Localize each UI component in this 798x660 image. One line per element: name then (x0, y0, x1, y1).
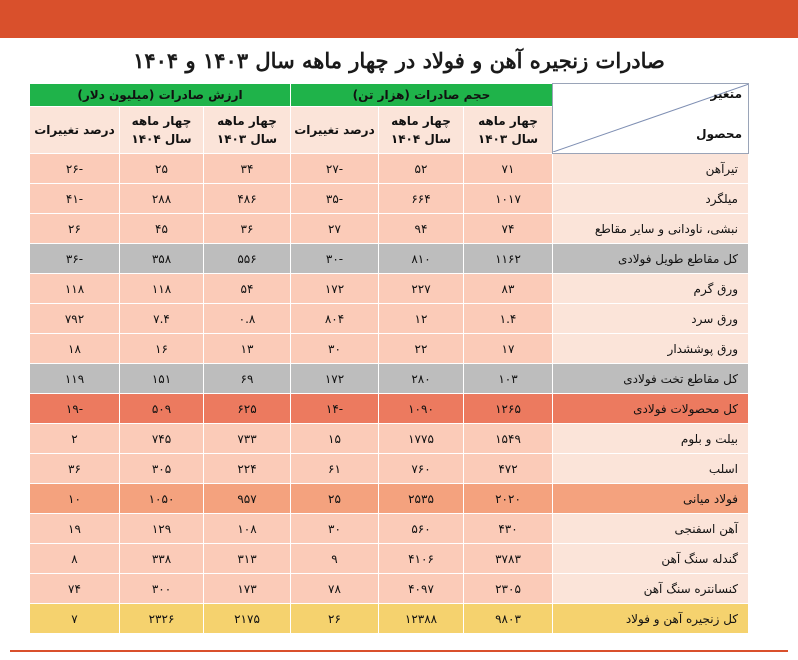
value-1404-cell: ۴۵ (120, 214, 204, 244)
value-1403-cell: ۱۰۸ (204, 514, 291, 544)
volume-1404-cell: ۵۲ (379, 154, 464, 184)
table-row (30, 154, 749, 184)
table-row (30, 604, 749, 634)
volume-1404-cell: ۱۲۳۸۸ (379, 604, 464, 634)
table-row (30, 574, 749, 604)
value-1403-cell: ۴۸۶ (204, 184, 291, 214)
volume-1404-cell: ۴۱۰۶ (379, 544, 464, 574)
volume-1404-cell: ۲۵۳۵ (379, 484, 464, 514)
value-1403-cell: ۵۵۶ (204, 244, 291, 274)
value-1404-cell: ۱۱۸ (120, 274, 204, 304)
volume-1404-cell: ۱۲ (379, 304, 464, 334)
value-change-cell: ۷ (30, 604, 120, 634)
value-change-cell: ۸ (30, 544, 120, 574)
value-1404-cell: ۷.۴ (120, 304, 204, 334)
value-1403-cell: ۶۲۵ (204, 394, 291, 424)
value-group-header: ارزش صادرات (میلیون دلار) (30, 84, 291, 107)
value-1404-cell: ۳۰۵ (120, 454, 204, 484)
value-1403-header: چهار ماهه سال ۱۴۰۳ (204, 107, 291, 154)
volume-1403-cell: ۷۴ (464, 214, 553, 244)
volume-change-cell: -۱۴ (291, 394, 379, 424)
product-cell: میلگرد (553, 184, 749, 214)
value-1403-cell: ۲۱۷۵ (204, 604, 291, 634)
volume-1403-cell: ۴۳۰ (464, 514, 553, 544)
volume-change-cell: ۹ (291, 544, 379, 574)
volume-1403-cell: ۱.۴ (464, 304, 553, 334)
volume-1403-header: چهار ماهه سال ۱۴۰۳ (464, 107, 553, 154)
volume-1403-cell: ۱۰۱۷ (464, 184, 553, 214)
product-cell: تیرآهن (553, 154, 749, 184)
value-change-cell: ۲ (30, 424, 120, 454)
table-row (30, 334, 749, 364)
volume-1403-cell: ۹۸۰۳ (464, 604, 553, 634)
product-cell: کل مقاطع طویل فولادی (553, 244, 749, 274)
volume-1404-cell: ۲۲۷ (379, 274, 464, 304)
value-change-cell: ۱۹ (30, 514, 120, 544)
volume-1403-cell: ۱۲۶۵ (464, 394, 553, 424)
value-change-cell: ۳۶ (30, 454, 120, 484)
table-row (30, 304, 749, 334)
volume-1403-cell: ۱۱۶۲ (464, 244, 553, 274)
value-1403-cell: ۳۴ (204, 154, 291, 184)
variable-label: متغیر (710, 87, 742, 101)
volume-1404-cell: ۱۰۹۰ (379, 394, 464, 424)
product-cell: گندله سنگ آهن (553, 544, 749, 574)
volume-1404-cell: ۸۱۰ (379, 244, 464, 274)
value-change-cell: ۱۸ (30, 334, 120, 364)
export-table (29, 83, 749, 634)
volume-change-cell: ۶۱ (291, 454, 379, 484)
value-change-cell: ۱۱۸ (30, 274, 120, 304)
product-cell: کل زنجیره آهن و فولاد (553, 604, 749, 634)
product-cell: بیلت و بلوم (553, 424, 749, 454)
volume-change-cell: ۸۰۴ (291, 304, 379, 334)
volume-change-cell: -۳۵ (291, 184, 379, 214)
variable-product-header (553, 84, 749, 154)
value-1403-cell: ۹۵۷ (204, 484, 291, 514)
volume-1404-cell: ۲۲ (379, 334, 464, 364)
table-row (30, 514, 749, 544)
value-1404-cell: ۵۰۹ (120, 394, 204, 424)
value-change-cell: ۲۶ (30, 214, 120, 244)
product-cell: کنسانتره سنگ آهن (553, 574, 749, 604)
value-1403-cell: ۷۳۳ (204, 424, 291, 454)
value-1404-cell: ۱۶ (120, 334, 204, 364)
table-row (30, 544, 749, 574)
product-cell: اسلب (553, 454, 749, 484)
volume-1403-cell: ۱۵۴۹ (464, 424, 553, 454)
bottom-divider (10, 650, 788, 652)
value-change-cell: -۴۱ (30, 184, 120, 214)
volume-1404-cell: ۷۶۰ (379, 454, 464, 484)
value-change-header: درصد تغییرات (30, 107, 120, 154)
value-change-cell: ۱۱۹ (30, 364, 120, 394)
volume-1404-cell: ۶۶۴ (379, 184, 464, 214)
value-1404-cell: ۳۵۸ (120, 244, 204, 274)
table-row (30, 424, 749, 454)
page-title: صادرات زنجیره آهن و فولاد در چهار ماهه سال ۱۴۰۳ و ۱۴۰۴ (133, 48, 665, 73)
group-header-row (30, 84, 749, 107)
volume-1403-cell: ۳۷۸۳ (464, 544, 553, 574)
table-row (30, 364, 749, 394)
product-cell: فولاد میانی (553, 484, 749, 514)
table-row (30, 214, 749, 244)
value-1404-cell: ۳۰۰ (120, 574, 204, 604)
value-1404-cell: ۱۲۹ (120, 514, 204, 544)
value-1403-cell: ۲۲۴ (204, 454, 291, 484)
volume-1404-header: چهار ماهه سال ۱۴۰۴ (379, 107, 464, 154)
value-1403-cell: ۳۱۳ (204, 544, 291, 574)
volume-group-header: حجم صادرات (هزار تن) (291, 84, 553, 107)
table-row (30, 244, 749, 274)
volume-change-cell: ۲۵ (291, 484, 379, 514)
product-cell: کل مقاطع تخت فولادی (553, 364, 749, 394)
value-1404-cell: ۲۵ (120, 154, 204, 184)
volume-change-header: درصد تغییرات (291, 107, 379, 154)
value-change-cell: -۱۹ (30, 394, 120, 424)
volume-change-cell: ۱۵ (291, 424, 379, 454)
volume-1403-cell: ۱۷ (464, 334, 553, 364)
volume-1404-cell: ۴۰۹۷ (379, 574, 464, 604)
value-1404-cell: ۱۰۵۰ (120, 484, 204, 514)
value-1404-cell: ۲۸۸ (120, 184, 204, 214)
value-change-cell: ۷۴ (30, 574, 120, 604)
value-change-cell: ۱۰ (30, 484, 120, 514)
table-row (30, 394, 749, 424)
volume-change-cell: ۳۰ (291, 334, 379, 364)
value-1403-cell: ۱۳ (204, 334, 291, 364)
value-change-cell: -۲۶ (30, 154, 120, 184)
volume-change-cell: ۲۶ (291, 604, 379, 634)
table-row (30, 184, 749, 214)
volume-change-cell: ۳۰ (291, 514, 379, 544)
volume-1403-cell: ۲۳۰۵ (464, 574, 553, 604)
table-row (30, 484, 749, 514)
volume-1404-cell: ۲۸۰ (379, 364, 464, 394)
volume-1403-cell: ۴۷۲ (464, 454, 553, 484)
volume-change-cell: ۱۷۲ (291, 274, 379, 304)
top-accent-bar (0, 0, 798, 38)
value-1403-cell: ۰.۸ (204, 304, 291, 334)
value-1404-cell: ۱۵۱ (120, 364, 204, 394)
value-1404-cell: ۲۳۲۶ (120, 604, 204, 634)
volume-1403-cell: ۷۱ (464, 154, 553, 184)
value-change-cell: -۳۶ (30, 244, 120, 274)
volume-1403-cell: ۱۰۳ (464, 364, 553, 394)
value-1403-cell: ۱۷۳ (204, 574, 291, 604)
value-1403-cell: ۳۶ (204, 214, 291, 244)
value-1403-cell: ۵۴ (204, 274, 291, 304)
table-row (30, 454, 749, 484)
volume-change-cell: -۳۰ (291, 244, 379, 274)
product-cell: آهن اسفنجی (553, 514, 749, 544)
product-cell: کل محصولات فولادی (553, 394, 749, 424)
volume-1403-cell: ۸۳ (464, 274, 553, 304)
value-1404-header: چهار ماهه سال ۱۴۰۴ (120, 107, 204, 154)
value-1404-cell: ۷۴۵ (120, 424, 204, 454)
product-cell: نبشی، ناودانی و سایر مقاطع (553, 214, 749, 244)
value-1403-cell: ۶۹ (204, 364, 291, 394)
product-cell: ورق گرم (553, 274, 749, 304)
product-cell: ورق سرد (553, 304, 749, 334)
volume-change-cell: -۲۷ (291, 154, 379, 184)
volume-1404-cell: ۵۶۰ (379, 514, 464, 544)
product-label: محصول (696, 127, 742, 141)
value-change-cell: ۷۹۲ (30, 304, 120, 334)
volume-1403-cell: ۲۰۲۰ (464, 484, 553, 514)
volume-1404-cell: ۱۷۷۵ (379, 424, 464, 454)
volume-1404-cell: ۹۴ (379, 214, 464, 244)
product-cell: ورق پوششدار (553, 334, 749, 364)
value-1404-cell: ۳۳۸ (120, 544, 204, 574)
volume-change-cell: ۷۸ (291, 574, 379, 604)
volume-change-cell: ۱۷۲ (291, 364, 379, 394)
volume-change-cell: ۲۷ (291, 214, 379, 244)
table-row (30, 274, 749, 304)
